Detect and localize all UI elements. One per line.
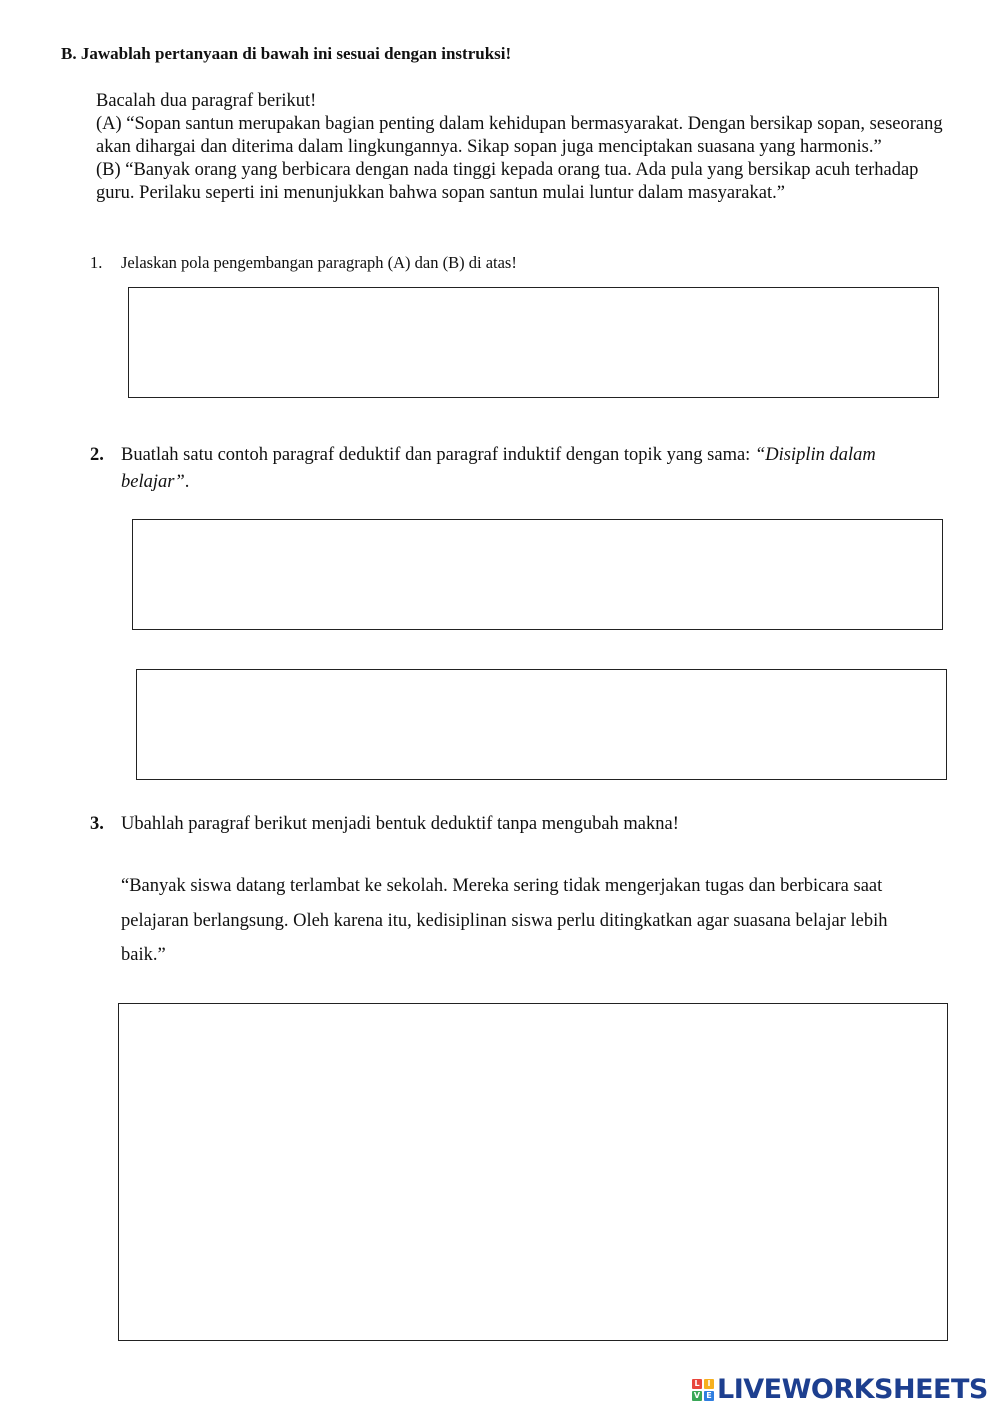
section-heading: B. Jawablah pertanyaan di bawah ini sesuai dengan instruksi! [61, 44, 512, 63]
question-3-text: Ubahlah paragraf berikut menjadi bentuk deduktif tanpa mengubah makna! [121, 814, 679, 834]
paragraph-a: (A) “Sopan santun merupakan bagian penting dalam kehidupan bermasyarakat. Dengan bersikap sopan, seseorang akan dihargai dan diterima dalam lingkungannya. Sikap sopan juga menciptakan suasana yang harmonis.” [96, 114, 943, 157]
answer-box-2-deductive[interactable] [132, 519, 943, 630]
question-1 [90, 253, 517, 273]
question-2-suffix: . [184, 472, 190, 492]
question-3 [90, 814, 679, 835]
logo-letter-v: V [693, 1390, 701, 1400]
logo-text: LIVEWORKSHEETS [717, 1374, 988, 1405]
logo-letter-l: L [692, 1379, 702, 1389]
logo-letter-i: I [704, 1379, 714, 1389]
answer-box-1[interactable] [128, 287, 939, 398]
answer-box-2-inductive[interactable] [136, 669, 947, 780]
question-1-text: Jelaskan pola pengembangan paragraph (A) dan (B) di atas! [121, 253, 517, 272]
question-3-number: 3. [90, 814, 104, 834]
logo-mark-icon [692, 1379, 714, 1401]
question-2 [90, 442, 910, 496]
logo-letter-e: E [704, 1391, 714, 1401]
question-2-topic: “Disiplin dalam belajar” [121, 445, 876, 492]
question-1-number: 1. [90, 253, 103, 272]
paragraph-b: (B) “Banyak orang yang berbicara dengan nada tinggi kepada orang tua. Ada pula yang bersikap acuh terhadap guru. Perilaku seperti ini menunjukkan bahwa sopan santun mulai luntur dalam masyarakat.” [96, 160, 919, 203]
liveworksheets-logo [692, 1374, 988, 1405]
question-2-text: Buatlah satu contoh paragraf deduktif dan paragraf induktif dengan topik yang sama: [121, 445, 755, 465]
reading-passage [96, 90, 956, 205]
question-2-number: 2. [90, 445, 104, 465]
answer-box-3[interactable] [118, 1003, 948, 1341]
question-3-quote: “Banyak siswa datang terlambat ke sekolah. Mereka sering tidak mengerjakan tugas dan berbicara saat pelajaran berlangsung. Oleh karena itu, kedisiplinan siswa perlu ditingkatkan agar suasana belajar lebih baik.” [121, 876, 888, 965]
reading-intro: Bacalah dua paragraf berikut! [96, 91, 317, 111]
